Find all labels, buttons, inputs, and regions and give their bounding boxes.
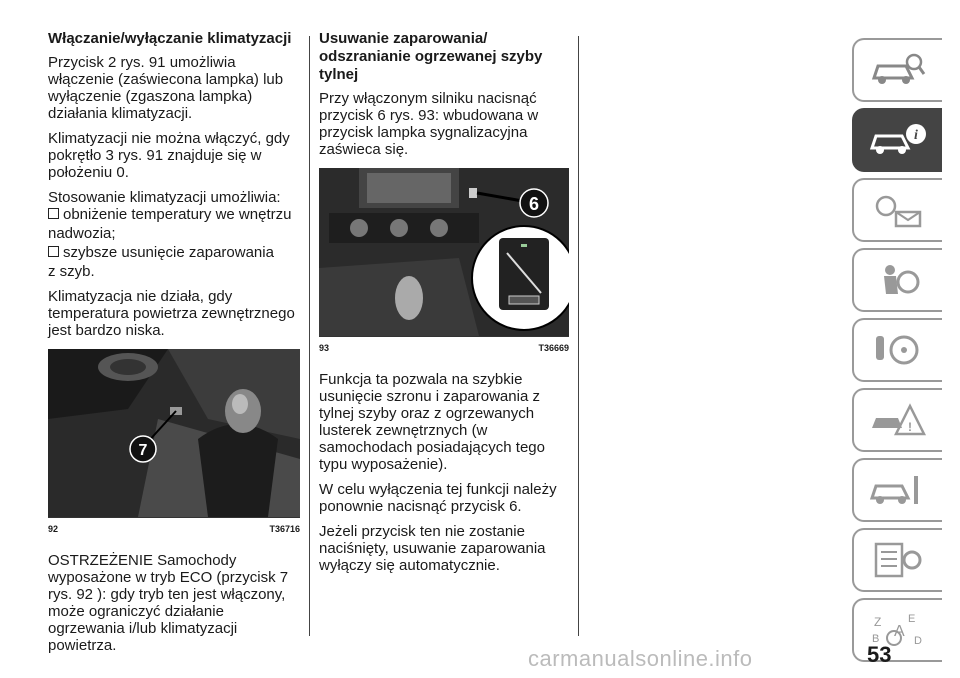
dashboard-button-photo [319, 168, 569, 336]
tab-steering-key[interactable] [852, 318, 942, 382]
tab-index-az[interactable] [852, 598, 942, 662]
svg-text:!: ! [908, 420, 912, 434]
bullet-continuation: nadwozia; [48, 225, 116, 242]
figure-93-photo [319, 168, 569, 337]
paragraph: Jeżeli przycisk ten nie zostanie naciśnięty, usuwanie zaparowania wyłączy się automatycznie. [319, 523, 546, 574]
steering-key-icon [868, 330, 928, 370]
svg-text:Z: Z [874, 615, 882, 629]
airbag-seat-icon [868, 260, 928, 300]
column-divider-1 [309, 36, 310, 636]
figure-code: T36716 [269, 524, 300, 534]
chapter-tabs [852, 38, 942, 668]
bullet-continuation: z szyb. [48, 263, 95, 280]
figure-caption [48, 524, 300, 534]
figure-number: 93 [319, 343, 330, 353]
tech-data-icon [868, 540, 928, 580]
column-divider-2 [578, 36, 579, 636]
checkbox-bullet-icon [48, 208, 59, 219]
section-heading-ac: Włączanie/wyłączanie klimatyzacji [48, 30, 292, 47]
car-warning-triangle-icon [868, 400, 928, 440]
tab-airbag-seat[interactable] [852, 248, 942, 312]
callout-7: 7 [138, 442, 148, 459]
paragraph: Klimatyzacja nie działa, gdy temperatura powietrza zewnętrznego jest bardzo niska. [48, 288, 295, 339]
svg-text:i: i [914, 128, 918, 143]
paragraph: Klimatyzacji nie można włączyć, gdy pokrętło 3 rys. 91 znajduje się w położeniu 0. [48, 130, 290, 181]
tab-car-service[interactable] [852, 458, 942, 522]
paragraph: W celu wyłączenia tej funkcji należy ponownie nacisnąć przycisk 6. [319, 481, 557, 515]
callout-6: 6 [528, 194, 540, 214]
tab-car-warning[interactable] [852, 388, 942, 452]
figure-92-photo [48, 349, 300, 518]
tab-car-info[interactable] [852, 108, 942, 172]
car-info-icon [868, 120, 928, 160]
figure-code: T36669 [538, 343, 569, 353]
gear-lever-photo [48, 349, 300, 517]
section-heading-defrost: Usuwanie zaparowania/ odszranianie ogrzewanej szyby tylnej [319, 30, 543, 83]
figure-number: 92 [48, 524, 59, 534]
paragraph: Stosowanie klimatyzacji umożliwia: [48, 189, 281, 206]
watermark: carmanualsonline.info [528, 646, 753, 671]
svg-text:B: B [872, 633, 880, 645]
warning-paragraph: OSTRZEŻENIE Samochody wyposażone w tryb ECO (przycisk 7 rys. 92 ): gdy tryb ten jest włączony, może ograniczyć działanie ogrzewania i/lub klimatyzacji powietrza. [48, 552, 289, 654]
car-service-icon [868, 470, 928, 510]
svg-text:D: D [914, 635, 922, 647]
bullet-item: obniżenie temperatury we wnętrzu [48, 206, 300, 223]
warning-lights-icon [868, 190, 928, 230]
car-search-icon [868, 50, 928, 90]
tab-tech-data[interactable] [852, 528, 942, 592]
page-number: 53 [867, 642, 892, 667]
tab-warning-lights[interactable] [852, 178, 942, 242]
column-left [48, 30, 300, 662]
figure-caption [319, 343, 569, 353]
column-middle [319, 30, 569, 582]
paragraph: Przy włączonym silniku nacisnąć przycisk 6 rys. 93: wbudowana w przycisk lampka sygnalizacyjna zaświeca się. [319, 90, 539, 158]
bullet-item: szybsze usunięcie zaparowania [48, 244, 300, 261]
checkbox-bullet-icon [48, 246, 59, 257]
svg-text:E: E [908, 613, 916, 625]
paragraph: Funkcja ta pozwala na szybkie usunięcie szronu i zaparowania z tylnej szyby oraz z ogrzewanych lusterek zewnętrznych (w samochodach posiadających tego typu wyposażenie). [319, 371, 545, 473]
svg-text:A: A [894, 623, 905, 640]
paragraph: Przycisk 2 rys. 91 umożliwia włączenie (zaświecona lampka) lub wyłączenie (zgaszona lampka) działania klimatyzacji. [48, 54, 284, 122]
tab-car-search[interactable] [852, 38, 942, 102]
